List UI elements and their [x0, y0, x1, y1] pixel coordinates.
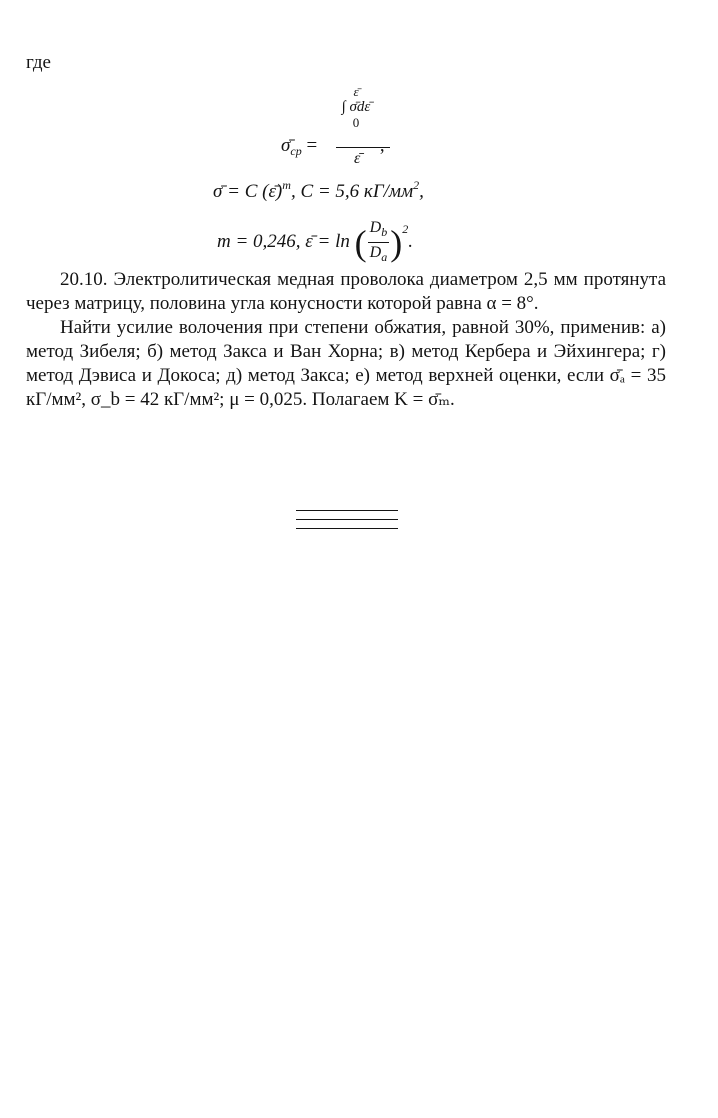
- fraction-denominator: ε̄: [354, 150, 361, 167]
- flow-stress-comma: ,: [419, 181, 424, 202]
- strain-part1: m = 0,246, ε̄ = ln: [217, 230, 350, 252]
- integral-body: ∫ σ̄dε̄: [341, 99, 371, 115]
- diameter-ratio: [368, 218, 390, 267]
- problem-text: [26, 268, 666, 412]
- ratio-denominator-sub: a: [381, 250, 388, 264]
- sigma-cp-comma: ,: [379, 135, 385, 156]
- formula-flow-stress: [213, 178, 424, 203]
- end-rule-3: [296, 528, 398, 529]
- integral-numerator: [336, 85, 376, 129]
- left-paren: (: [354, 222, 367, 263]
- problem-paragraph-1: 20.10. Электролитическая медная проволока диаметром 2,5 мм протянута через матрицу, половина угла конусности которой равна α = 8°.: [26, 269, 666, 314]
- right-paren: ): [390, 222, 403, 263]
- strain-exponent: 2: [402, 221, 409, 236]
- flow-stress-exponent: m: [282, 178, 291, 192]
- sigma-cp-symbol: σ̄: [281, 135, 291, 156]
- ratio-denominator: D: [369, 244, 382, 261]
- where-word: где: [26, 52, 51, 73]
- sigma-cp-equals: =: [301, 135, 322, 156]
- end-rule-2: [296, 519, 398, 520]
- sigma-cp-subscript: ср: [290, 144, 302, 158]
- flow-stress-unit-exponent: 2: [413, 178, 420, 192]
- integral-upper-limit: ε̄: [353, 84, 359, 99]
- ratio-numerator: D: [369, 219, 382, 236]
- formula-strain: [217, 218, 413, 267]
- flow-stress-part1: σ̄ = C (ε̄): [213, 181, 283, 202]
- end-rule-1: [296, 510, 398, 511]
- flow-stress-part2: , C = 5,6 кГ/мм: [290, 181, 414, 202]
- strain-period: .: [408, 230, 413, 252]
- problem-paragraph-2: Найти усилие волочения при степени обжатия, равной 30%, применив: а) метод Зибеля; б) метод Закса и Ван Хорна; в) метод Кербера и Эйхингера; г) метод Дэвиса и Докоса; д) метод Закса; е) метод верхней оценки, если σ̄ₐ = 35 кГ/мм², σ_b = 42 кГ/мм²; μ = 0,025. Полагаем K = σ̄ₘ.: [26, 317, 666, 410]
- integral-lower-limit: 0: [352, 115, 360, 130]
- ratio-numerator-sub: b: [381, 225, 388, 239]
- formula-sigma-cp: [281, 135, 385, 159]
